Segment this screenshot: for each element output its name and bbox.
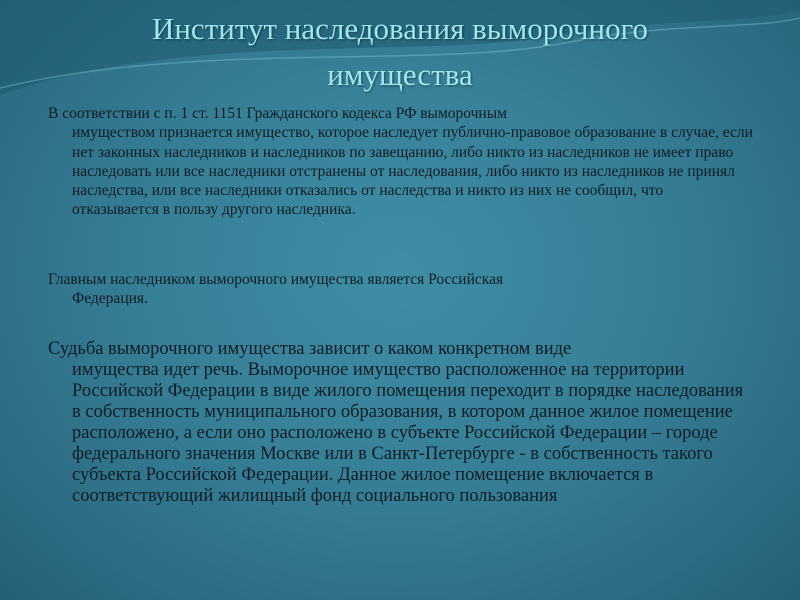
paragraph-main-heir-body: Федерация.: [72, 290, 148, 308]
paragraph-definition-body: имуществом признается имущество, которое наследует публично-правовое образование в случае, если нет законных наследников и наследников по завещанию, либо никто из наследников не имеет право наследовать или все наследники отстранены от наследования, либо никто из наследников не принял наследства, или все наследники отказались от наследства и никто из них не сообщил, что отказывается в пользу другого наследника.: [72, 124, 753, 219]
page-title: [0, 6, 800, 98]
title-line-2: имущества: [327, 57, 473, 92]
paragraph-definition-first-line: В соответствии с п. 1 ст. 1151 Гражданского кодекса РФ выморочным: [48, 105, 507, 122]
paragraph-property-fate: [48, 339, 753, 507]
paragraph-definition: [48, 104, 753, 220]
paragraph-property-fate-body: имущества идет речь. Выморочное имущество расположенное на территории Российской Федерации в виде жилого помещения переходит в порядке наследования в собственность муниципального образования, в котором данное жилое помещение расположено, а если оно расположено в субъекте Российской Федерации – городе федерального значения Москве или в Санкт-Петербурге - в собственность такого субъекта Российской Федерации. Данное жилое помещение включается в соответствующий жилищный фонд социального пользования: [72, 360, 744, 506]
title-line-1: Институт наследования выморочного: [151, 11, 649, 46]
paragraph-main-heir: [48, 270, 753, 309]
paragraph-property-fate-first-line: Судьба выморочного имущества зависит о каком конкретном виде: [48, 339, 572, 359]
paragraph-main-heir-first-line: Главным наследником выморочного имущества является Российская: [48, 271, 504, 288]
